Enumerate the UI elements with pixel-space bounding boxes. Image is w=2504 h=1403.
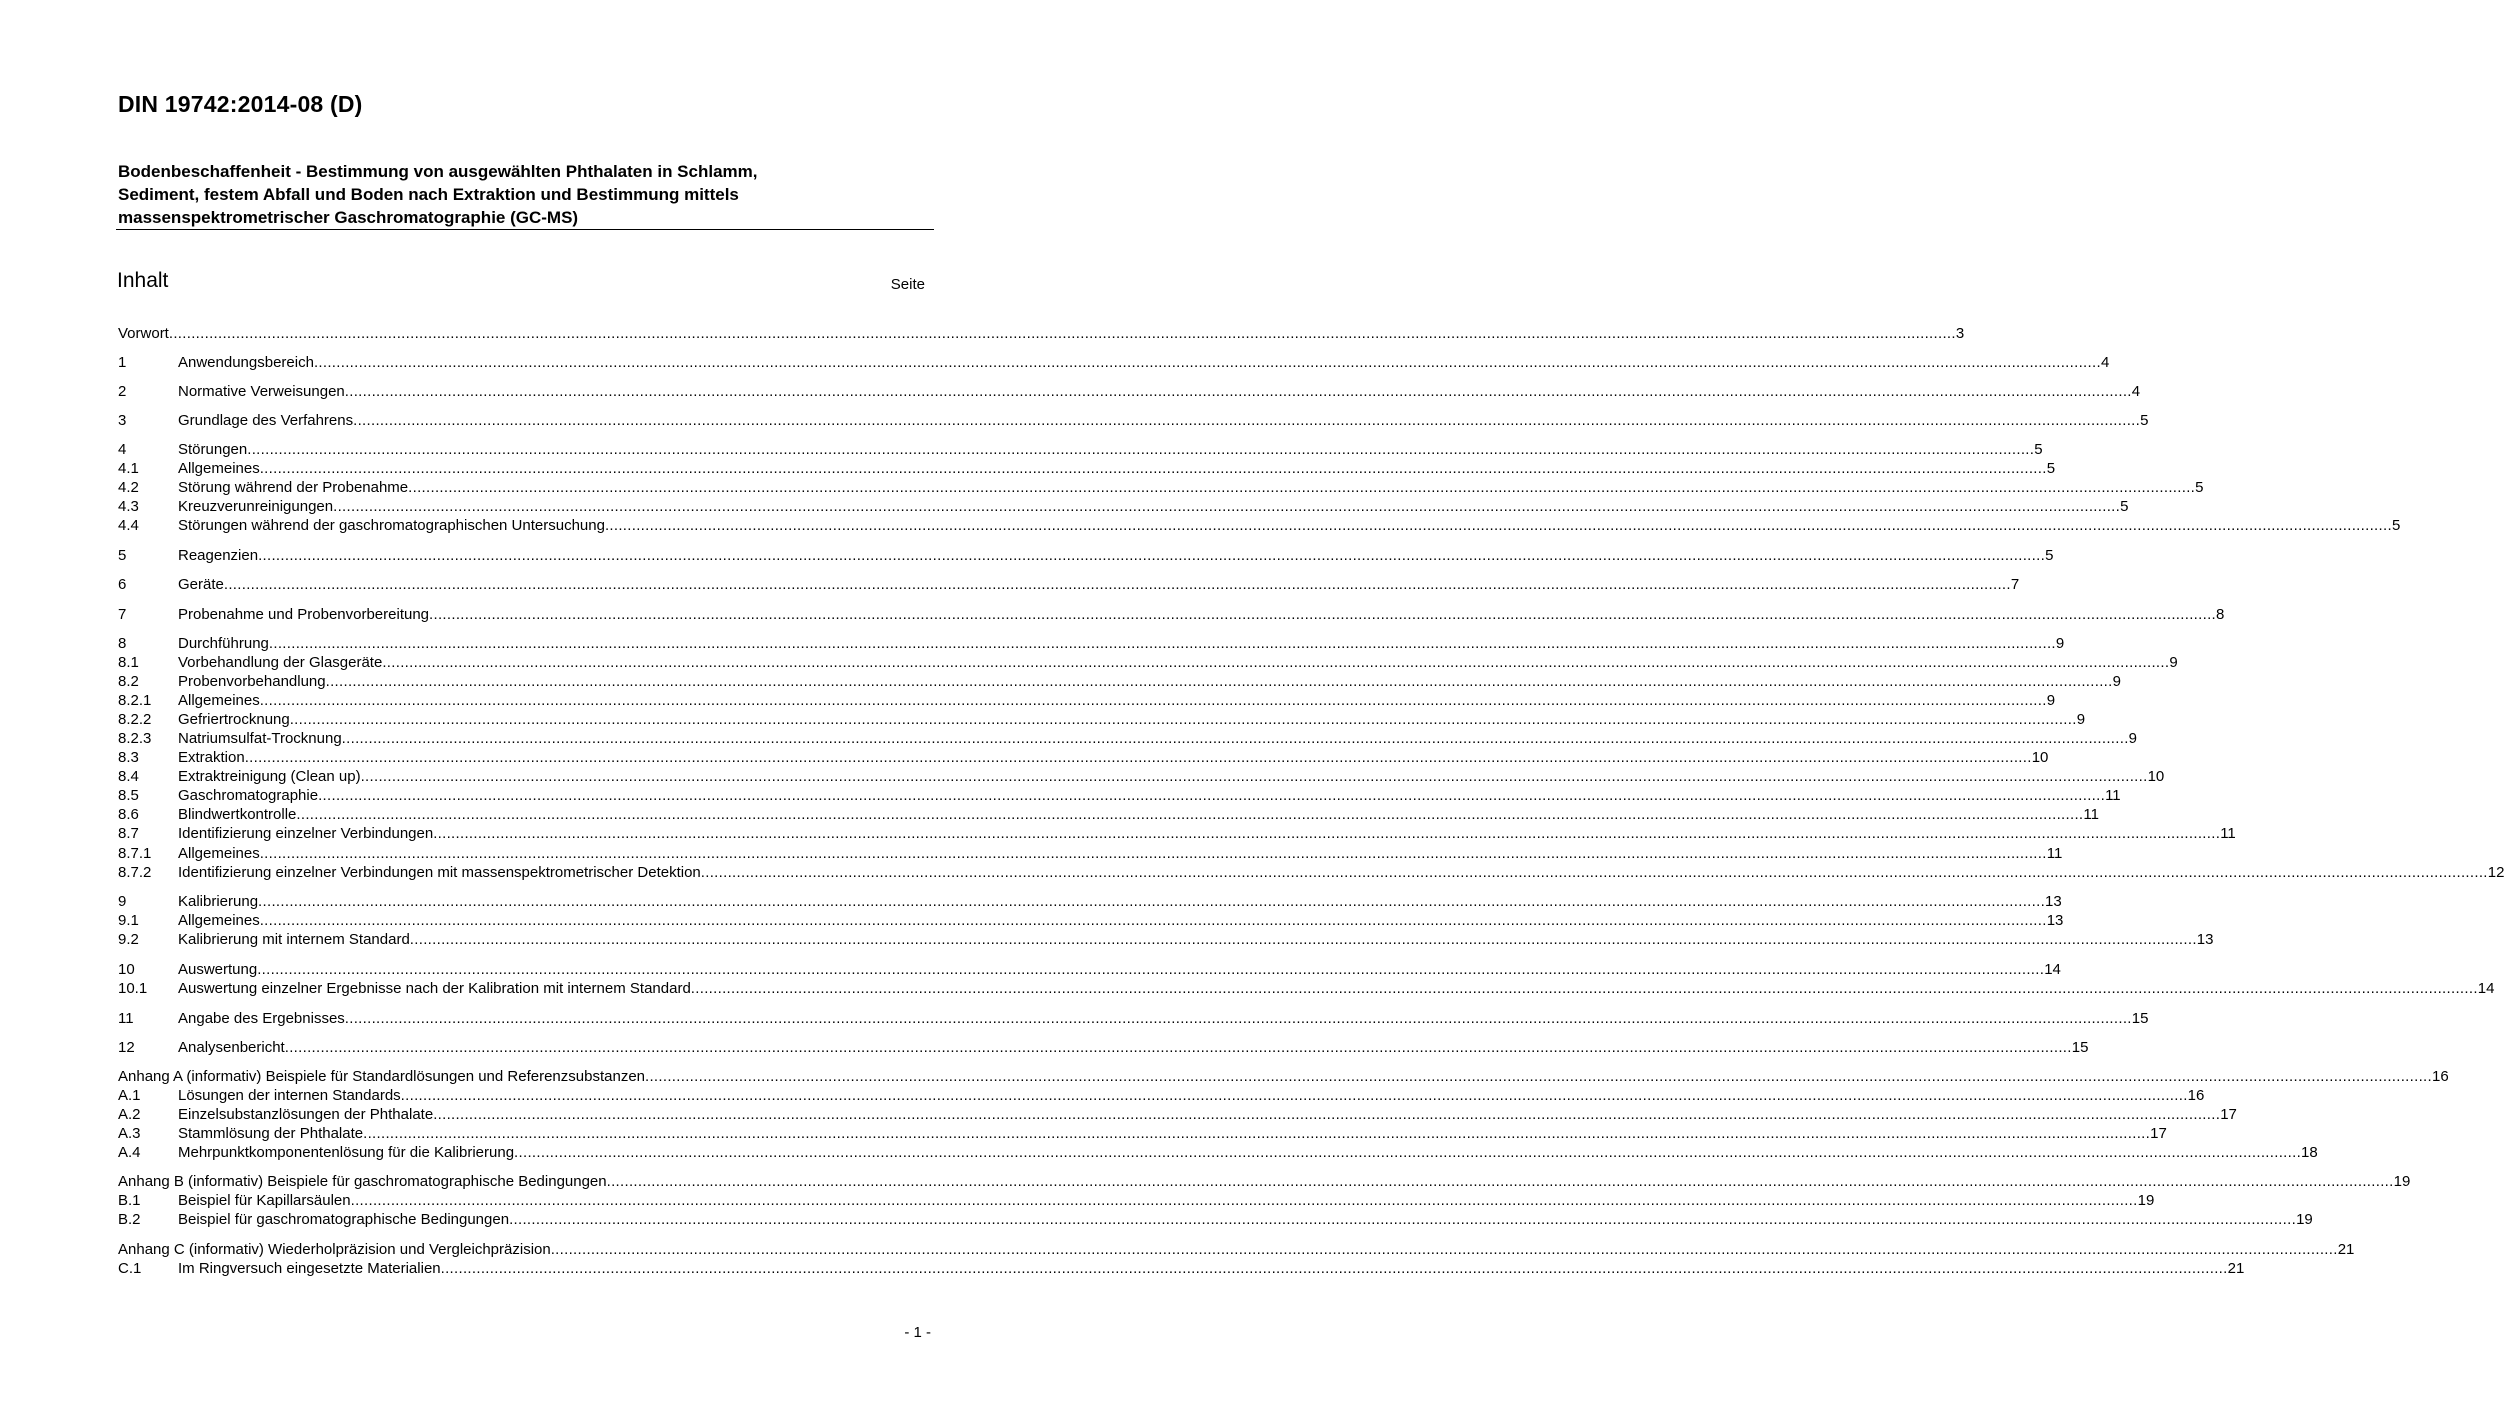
toc-entry-page: 19 xyxy=(2296,1211,2313,1228)
toc-entry-number: 8.2.3 xyxy=(118,730,152,747)
toc-entry-title: Störungen während der gaschromatographischen Untersuchung xyxy=(178,517,605,534)
toc-leader-dots: ................................................................................................................................................................................................................................................................................................................................................................................................................ xyxy=(268,635,2056,652)
toc-entry-page: 3 xyxy=(1955,325,1965,342)
toc-entry-number: 1 xyxy=(118,354,127,371)
toc-leader-dots: ................................................................................................................................................................................................................................................................................................................................................................................................................ xyxy=(223,576,2011,593)
toc-entry-title: Reagenzien xyxy=(178,547,259,564)
toc-leader-dots: ................................................................................................................................................................................................................................................................................................................................................................................................................ xyxy=(333,498,2121,515)
toc-entry-title: Mehrpunktkomponentenlösung für die Kalibrierung xyxy=(178,1144,515,1161)
toc-entry-title: Auswertung xyxy=(178,961,258,978)
toc-entry-title: Identifizierung einzelner Verbindungen xyxy=(178,825,434,842)
toc-entry[interactable] xyxy=(118,653,2178,672)
toc-entry-title: Anhang C (informativ) Wiederholpräzision und Vergleichpräzision xyxy=(118,1241,551,1258)
toc-leader-dots: ................................................................................................................................................................................................................................................................................................................................................................................................................ xyxy=(350,1192,2138,1209)
toc-entry-title: Stammlösung der Phthalate xyxy=(178,1125,364,1142)
toc-entry[interactable] xyxy=(118,497,2129,516)
toc-entry[interactable] xyxy=(118,1086,2205,1105)
toc-entry-number: A.3 xyxy=(118,1125,141,1142)
toc-entry[interactable] xyxy=(118,786,2121,805)
toc-entry-title: Extraktion xyxy=(178,749,245,766)
toc-leader-dots: ................................................................................................................................................................................................................................................................................................................................................................................................................ xyxy=(257,961,2045,978)
toc-entry[interactable] xyxy=(118,1191,2155,1210)
toc-leader-dots: ................................................................................................................................................................................................................................................................................................................................................................................................................ xyxy=(168,325,1956,342)
toc-leader-dots: ................................................................................................................................................................................................................................................................................................................................................................................................................ xyxy=(341,730,2129,747)
toc-leader-dots: ................................................................................................................................................................................................................................................................................................................................................................................................................ xyxy=(313,354,2101,371)
toc-leader-dots: ................................................................................................................................................................................................................................................................................................................................................................................................................ xyxy=(363,1125,2151,1142)
toc-leader-dots: ................................................................................................................................................................................................................................................................................................................................................................................................................ xyxy=(258,893,2046,910)
toc-entry-page: 14 xyxy=(2477,980,2495,997)
toc-entry[interactable] xyxy=(118,605,2225,624)
toc-entry-title: Im Ringversuch eingesetzte Materialien xyxy=(178,1260,441,1277)
toc-entry-number: 9 xyxy=(118,893,127,910)
toc-entry[interactable] xyxy=(118,1240,2355,1259)
toc-entry-page: 5 xyxy=(2195,479,2204,496)
toc-entry-title: Allgemeines xyxy=(178,845,260,862)
toc-entry[interactable] xyxy=(118,767,2165,786)
toc-entry-number: C.1 xyxy=(118,1260,142,1277)
toc-entry[interactable] xyxy=(118,353,2110,372)
toc-entry-title: Beispiel für Kapillarsäulen xyxy=(178,1192,351,1209)
toc-leader-dots: ................................................................................................................................................................................................................................................................................................................................................................................................................ xyxy=(606,1173,2394,1190)
toc-entry[interactable] xyxy=(118,1067,2449,1086)
toc-entry[interactable] xyxy=(118,930,2214,949)
page-number: - 1 - xyxy=(904,1324,931,1341)
toc-leader-dots: ................................................................................................................................................................................................................................................................................................................................................................................................................ xyxy=(259,845,2047,862)
toc-entry-title: Störungen xyxy=(178,441,248,458)
subtitle-line: Bodenbeschaffenheit - Bestimmung von ausgewählten Phthalaten in Schlamm, xyxy=(118,162,758,181)
toc-entry[interactable] xyxy=(118,459,2056,478)
toc-leader-dots: ................................................................................................................................................................................................................................................................................................................................................................................................................ xyxy=(408,479,2196,496)
toc-entry-page: 17 xyxy=(2150,1125,2167,1142)
toc-entry-number: A.4 xyxy=(118,1144,141,1161)
toc-leader-dots: ................................................................................................................................................................................................................................................................................................................................................................................................................ xyxy=(382,654,2170,671)
toc-leader-dots: ................................................................................................................................................................................................................................................................................................................................................................................................................ xyxy=(259,692,2047,709)
toc-entry-title: Störung während der Probenahme xyxy=(178,479,409,496)
toc-entry[interactable] xyxy=(118,1124,2167,1143)
toc-entry-page: 5 xyxy=(2046,460,2056,477)
toc-entry[interactable] xyxy=(118,324,1965,343)
toc-entry-number: A.2 xyxy=(118,1106,141,1123)
toc-entry-page: 5 xyxy=(2391,517,2401,534)
toc-entry[interactable] xyxy=(118,911,2064,930)
toc-entry-title: Vorbehandlung der Glasgeräte xyxy=(178,654,383,671)
toc-entry-title: Anhang A (informativ) Beispiele für Standardlösungen und Referenzsubstanzen xyxy=(118,1068,645,1085)
toc-entry-number: 8.2.1 xyxy=(118,692,152,709)
toc-leader-dots: ................................................................................................................................................................................................................................................................................................................................................................................................................ xyxy=(344,383,2132,400)
toc-entry-number: 9.1 xyxy=(118,912,139,929)
toc-entry-title: Anwendungsbereich xyxy=(178,354,314,371)
toc-entry[interactable] xyxy=(118,1009,2149,1028)
toc-entry-page: 4 xyxy=(2131,383,2141,400)
toc-entry[interactable] xyxy=(118,824,2236,843)
toc-entry-number: 12 xyxy=(118,1039,135,1056)
toc-entry-number: 4.2 xyxy=(118,479,139,496)
subtitle-line: massenspektrometrischer Gaschromatographie (GC-MS) xyxy=(118,208,579,227)
toc-entry-page: 5 xyxy=(2034,441,2043,458)
toc-leader-dots: ................................................................................................................................................................................................................................................................................................................................................................................................................ xyxy=(440,1260,2228,1277)
toc-entry[interactable] xyxy=(118,546,2054,565)
toc-entry-number: 10.1 xyxy=(118,980,148,997)
toc-leader-dots: ................................................................................................................................................................................................................................................................................................................................................................................................................ xyxy=(433,825,2221,842)
toc-leader-dots: ................................................................................................................................................................................................................................................................................................................................................................................................................ xyxy=(550,1241,2338,1258)
toc-entry-title: Beispiel für gaschromatographische Bedingungen xyxy=(178,1211,510,1228)
toc-entry-title: Extraktreinigung (Clean up) xyxy=(178,768,361,785)
toc-page-label: Seite xyxy=(890,276,925,293)
toc-entry-number: 4.1 xyxy=(118,460,139,477)
toc-entry-title: Natriumsulfat-Trocknung xyxy=(178,730,342,747)
toc-leader-dots: ................................................................................................................................................................................................................................................................................................................................................................................................................ xyxy=(259,912,2047,929)
toc-entry-page: 19 xyxy=(2137,1192,2155,1209)
toc-entry-title: Identifizierung einzelner Verbindungen mit massenspektrometrischer Detektion xyxy=(178,864,701,881)
toc-entry[interactable] xyxy=(118,672,2121,691)
toc-entry-page: 19 xyxy=(2393,1173,2411,1190)
toc-entry-page: 18 xyxy=(2301,1144,2318,1161)
toc-entry-title: Angabe des Ergebnisses xyxy=(178,1010,345,1027)
toc-entry-page: 9 xyxy=(2112,673,2121,690)
toc-entry-title: Kreuzverunreinigungen xyxy=(178,498,334,515)
toc-entry[interactable] xyxy=(118,1105,2237,1124)
toc-entry-page: 16 xyxy=(2187,1087,2205,1104)
toc-heading: Inhalt xyxy=(117,269,169,292)
toc-entry[interactable] xyxy=(118,805,2099,824)
toc-entry[interactable] xyxy=(118,691,2056,710)
toc-entry-number: 4.4 xyxy=(118,517,139,534)
toc-entry[interactable] xyxy=(118,440,2043,459)
toc-entry-title: Auswertung einzelner Ergebnisse nach der Kalibration mit internem Standard xyxy=(178,980,691,997)
toc-entry-page: 9 xyxy=(2055,635,2065,652)
toc-entry-title: Analysenbericht xyxy=(178,1039,285,1056)
toc-entry-title: Probenahme und Probenvorbereitung xyxy=(178,606,430,623)
toc-entry[interactable] xyxy=(118,634,2065,653)
toc-entry-number: 8.3 xyxy=(118,749,139,766)
toc-entry-number: 8.2 xyxy=(118,673,139,690)
document-title: DIN 19742:2014-08 (D) xyxy=(118,91,363,117)
toc-entry-page: 11 xyxy=(2083,806,2099,823)
toc-entry-title: Kalibrierung mit internem Standard xyxy=(178,931,410,948)
toc-entry[interactable] xyxy=(118,1172,2411,1191)
toc-entry-page: 12 xyxy=(2487,864,2504,881)
toc-entry-number: 2 xyxy=(118,383,127,400)
toc-entry[interactable] xyxy=(118,1210,2313,1229)
toc-entry-page: 11 xyxy=(2220,825,2236,842)
toc-entry-page: 13 xyxy=(2196,931,2214,948)
toc-entry-page: 11 xyxy=(2046,845,2063,862)
toc-entry-title: Grundlage des Verfahrens xyxy=(178,412,354,429)
toc-entry-number: 11 xyxy=(118,1010,134,1027)
toc-entry-page: 14 xyxy=(2044,961,2061,978)
toc-entry-title: Probenvorbehandlung xyxy=(178,673,326,690)
toc-entry[interactable] xyxy=(118,411,2149,430)
toc-entry[interactable] xyxy=(118,960,2061,979)
toc-entry-title: Gefriertrocknung xyxy=(178,711,290,728)
toc-entry[interactable] xyxy=(118,863,2504,882)
toc-leader-dots: ................................................................................................................................................................................................................................................................................................................................................................................................................ xyxy=(429,606,2217,623)
toc-leader-dots: ................................................................................................................................................................................................................................................................................................................................................................................................................ xyxy=(325,673,2113,690)
toc-leader-dots: ................................................................................................................................................................................................................................................................................................................................................................................................................ xyxy=(284,1039,2072,1056)
toc-entry-page: 11 xyxy=(2105,787,2121,804)
toc-entry-title: Anhang B (informativ) Beispiele für gaschromatographische Bedingungen xyxy=(118,1173,607,1190)
toc-entry-number: 8.7 xyxy=(118,825,139,842)
toc-entry-title: Blindwertkontrolle xyxy=(178,806,297,823)
toc-leader-dots: ................................................................................................................................................................................................................................................................................................................................................................................................................ xyxy=(318,787,2106,804)
toc-entry-page: 10 xyxy=(2147,768,2165,785)
toc-entry-number: B.2 xyxy=(118,1211,141,1228)
toc-entry-page: 5 xyxy=(2045,547,2054,564)
toc-entry-page: 21 xyxy=(2337,1241,2355,1258)
toc-leader-dots: ................................................................................................................................................................................................................................................................................................................................................................................................................ xyxy=(433,1106,2221,1123)
toc-entry-title: Durchführung xyxy=(178,635,269,652)
toc-entry-page: 9 xyxy=(2169,654,2178,671)
toc-entry-page: 5 xyxy=(2120,498,2129,515)
toc-entry-page: 16 xyxy=(2432,1068,2449,1085)
toc-leader-dots: ................................................................................................................................................................................................................................................................................................................................................................................................................ xyxy=(690,980,2478,997)
toc-entry-number: 9.2 xyxy=(118,931,139,948)
toc-entry[interactable] xyxy=(118,516,2401,535)
toc-entry-number: 5 xyxy=(118,547,127,564)
toc-entry-title: Kalibrierung xyxy=(178,893,259,910)
toc-leader-dots: ................................................................................................................................................................................................................................................................................................................................................................................................................ xyxy=(353,412,2141,429)
toc-entry-page: 7 xyxy=(2010,576,2020,593)
toc-leader-dots: ................................................................................................................................................................................................................................................................................................................................................................................................................ xyxy=(400,1087,2188,1104)
toc-entry[interactable] xyxy=(118,844,2063,863)
toc-entry-number: 3 xyxy=(118,412,127,429)
toc-leader-dots: ................................................................................................................................................................................................................................................................................................................................................................................................................ xyxy=(604,517,2392,534)
toc-entry[interactable] xyxy=(118,1038,2089,1057)
toc-entry[interactable] xyxy=(118,478,2204,497)
toc-leader-dots: ................................................................................................................................................................................................................................................................................................................................................................................................................ xyxy=(289,711,2077,728)
toc-entry-page: 13 xyxy=(2046,912,2064,929)
toc-entry-title: Einzelsubstanzlösungen der Phthalate xyxy=(178,1106,434,1123)
toc-entry[interactable] xyxy=(118,1143,2318,1162)
toc-entry-title: Lösungen der internen Standards xyxy=(178,1087,401,1104)
toc-leader-dots: ................................................................................................................................................................................................................................................................................................................................................................................................................ xyxy=(258,547,2046,564)
toc-leader-dots: ................................................................................................................................................................................................................................................................................................................................................................................................................ xyxy=(247,441,2035,458)
toc-entry-page: 9 xyxy=(2076,711,2086,728)
toc-entry-page: 17 xyxy=(2220,1106,2237,1123)
toc-leader-dots: ................................................................................................................................................................................................................................................................................................................................................................................................................ xyxy=(344,1010,2132,1027)
subtitle-line: Sediment, festem Abfall und Boden nach Extraktion und Bestimmung mittels xyxy=(118,185,739,204)
toc-entry[interactable] xyxy=(118,729,2138,748)
toc-entry-number: 8.4 xyxy=(118,768,139,785)
toc-entry-number: 8.2.2 xyxy=(118,711,152,728)
toc-entry[interactable] xyxy=(118,892,2062,911)
toc-leader-dots: ................................................................................................................................................................................................................................................................................................................................................................................................................ xyxy=(645,1068,2432,1085)
toc-entry[interactable] xyxy=(118,382,2141,401)
toc-entry-page: 15 xyxy=(2131,1010,2149,1027)
toc-leader-dots: ................................................................................................................................................................................................................................................................................................................................................................................................................ xyxy=(700,864,2488,881)
toc-entry[interactable] xyxy=(118,979,2495,998)
toc-entry[interactable] xyxy=(118,748,2049,767)
toc-leader-dots: ................................................................................................................................................................................................................................................................................................................................................................................................................ xyxy=(509,1211,2297,1228)
toc-entry-number: 8.7.2 xyxy=(118,864,152,881)
toc-entry-number: 8.5 xyxy=(118,787,139,804)
toc-entry-title: Normative Verweisungen xyxy=(178,383,345,400)
toc-entry-number: B.1 xyxy=(118,1192,141,1209)
toc-entry-number: 8 xyxy=(118,635,127,652)
toc-entry[interactable] xyxy=(118,710,2086,729)
toc-entry-title: Gaschromatographie xyxy=(178,787,319,804)
toc-entry-page: 8 xyxy=(2216,606,2225,623)
toc-entry-number: 6 xyxy=(118,576,127,593)
toc-entry-page: 10 xyxy=(2031,749,2049,766)
toc-entry-number: 4 xyxy=(118,441,127,458)
toc-entry-title: Allgemeines xyxy=(178,692,260,709)
toc-entry-page: 5 xyxy=(2140,412,2149,429)
toc-entry-page: 4 xyxy=(2100,354,2110,371)
toc-entry-title: Allgemeines xyxy=(178,912,260,929)
toc-entry-page: 9 xyxy=(2128,730,2138,747)
toc-entry-number: 8.1 xyxy=(118,654,139,671)
toc-entry-title: Vorwort xyxy=(118,325,169,342)
toc-leader-dots: ................................................................................................................................................................................................................................................................................................................................................................................................................ xyxy=(409,931,2197,948)
toc-entry-number: 4.3 xyxy=(118,498,139,515)
toc-entry-page: 21 xyxy=(2227,1260,2245,1277)
toc-entry-number: 7 xyxy=(118,606,127,623)
toc-leader-dots: ................................................................................................................................................................................................................................................................................................................................................................................................................ xyxy=(296,806,2084,823)
toc-entry-number: A.1 xyxy=(118,1087,141,1104)
toc-entry[interactable] xyxy=(118,1259,2245,1278)
toc-leader-dots: ................................................................................................................................................................................................................................................................................................................................................................................................................ xyxy=(259,460,2047,477)
toc-entry-number: 8.7.1 xyxy=(118,845,152,862)
toc-entry-title: Allgemeines xyxy=(178,460,260,477)
title-divider xyxy=(116,229,934,230)
toc-leader-dots: ................................................................................................................................................................................................................................................................................................................................................................................................................ xyxy=(514,1144,2302,1161)
toc-entry[interactable] xyxy=(118,575,2020,594)
toc-leader-dots: ................................................................................................................................................................................................................................................................................................................................................................................................................ xyxy=(360,768,2148,785)
toc-entry-number: 10 xyxy=(118,961,135,978)
document-subtitle xyxy=(118,160,898,229)
toc-leader-dots: ................................................................................................................................................................................................................................................................................................................................................................................................................ xyxy=(244,749,2032,766)
toc-entry-number: 8.6 xyxy=(118,806,139,823)
toc-entry-page: 9 xyxy=(2046,692,2056,709)
toc-entry-page: 15 xyxy=(2071,1039,2089,1056)
toc-entry-title: Geräte xyxy=(178,576,224,593)
toc-entry-page: 13 xyxy=(2045,893,2062,910)
